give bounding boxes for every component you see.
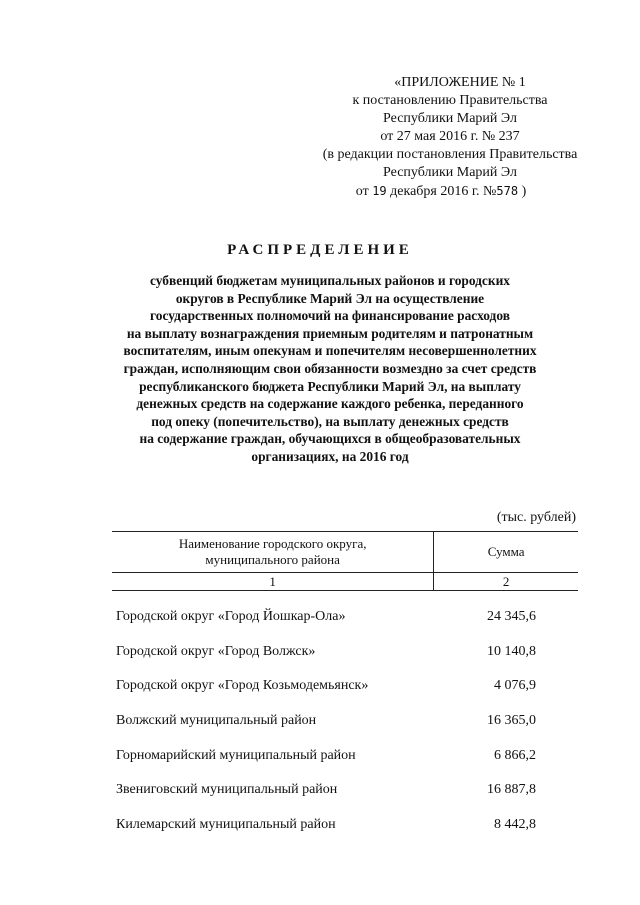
table-header [112, 531, 578, 591]
appendix-heading: «ПРИЛОЖЕНИЕ № 1 [394, 75, 526, 90]
district-sum: 16 887,8 [487, 782, 536, 798]
subtitle-line: на выплату вознаграждения приемным родителям и патронатным [126, 325, 534, 341]
district-sum: 16 365,0 [487, 713, 536, 729]
district-name: Звениговский муниципальный район [116, 782, 338, 798]
subtitle-line: воспитателям, иным опекунам и попечителям несовершеннолетних [123, 343, 537, 359]
edition-day: 19 [372, 184, 387, 198]
appendix-edition-line: (в редакции постановления Правительства [322, 147, 578, 162]
subtitle-line: денежных средств на содержание каждого ребенка, переданного [136, 396, 524, 412]
appendix-republic-line: Республики Марий Эл [383, 111, 517, 126]
table-header-row [112, 532, 578, 573]
subtitle-line: республиканского бюджета Республики Марий Эл, на выплату [139, 378, 521, 394]
district-name: Городской округ «Город Йошкар-Ола» [116, 609, 346, 625]
header-sum-column: Сумма [434, 532, 578, 573]
appendix-edition-republic-line: Республики Марий Эл [383, 165, 517, 180]
subtitle-line: округов в Республике Марий Эл на осуществление [175, 290, 485, 306]
table-row [116, 704, 536, 739]
header-name-line: Наименование городского округа, [178, 536, 367, 551]
edition-month-year: декабря 2016 г. № [390, 184, 497, 199]
district-sum: 8 442,8 [494, 816, 536, 832]
appendix-block [300, 74, 600, 201]
appendix-edition-date-line [282, 182, 600, 201]
subtitle-line: на содержание граждан, обучающихся в общеобразовательных [139, 431, 521, 447]
table-body [116, 600, 536, 842]
subtitle-line: граждан, исполняющим свои обязанности возмездно за счет средств [123, 360, 537, 376]
document-title: РАСПРЕДЕЛЕНИЕ [227, 242, 413, 258]
district-sum: 6 866,2 [494, 747, 536, 763]
header-name-column [112, 532, 434, 573]
appendix-resolution-line: к постановлению Правительства [352, 93, 548, 108]
column-number-2: 2 [434, 573, 578, 591]
table-row [116, 738, 536, 773]
district-sum: 10 140,8 [487, 643, 536, 659]
district-name: Городской округ «Город Козьмодемьянск» [116, 678, 369, 694]
subtitle-line: организациях, на 2016 год [251, 448, 409, 464]
table-row [116, 808, 536, 843]
document-subtitle [100, 272, 560, 466]
district-name: Килемарский муниципальный район [116, 816, 336, 832]
column-number-1: 1 [112, 573, 434, 591]
column-number-row [112, 573, 578, 591]
header-name-line: муниципального района [205, 552, 340, 567]
table-row [116, 773, 536, 808]
district-name: Горномарийский муниципальный район [116, 747, 356, 763]
subtitle-line: субвенций бюджетам муниципальных районов и городских [149, 273, 510, 288]
units-label: (тыс. рублей) [496, 510, 576, 525]
subtitle-line: под опеку (попечительство), на выплату денежных средств [151, 413, 509, 429]
edition-close-paren: ) [521, 184, 527, 199]
district-name: Городской округ «Город Волжск» [116, 643, 316, 659]
subtitle-line: государственных полномочий на финансирование расходов [150, 308, 510, 324]
edition-date-prefix: от [355, 184, 369, 199]
district-sum: 24 345,6 [487, 609, 536, 625]
edition-number: 578 [496, 184, 519, 198]
table-row [116, 600, 536, 635]
appendix-date-line: от 27 мая 2016 г. № 237 [380, 129, 520, 144]
table-row [116, 669, 536, 704]
table-row [116, 635, 536, 670]
district-name: Волжский муниципальный район [116, 713, 317, 729]
district-sum: 4 076,9 [494, 678, 536, 694]
